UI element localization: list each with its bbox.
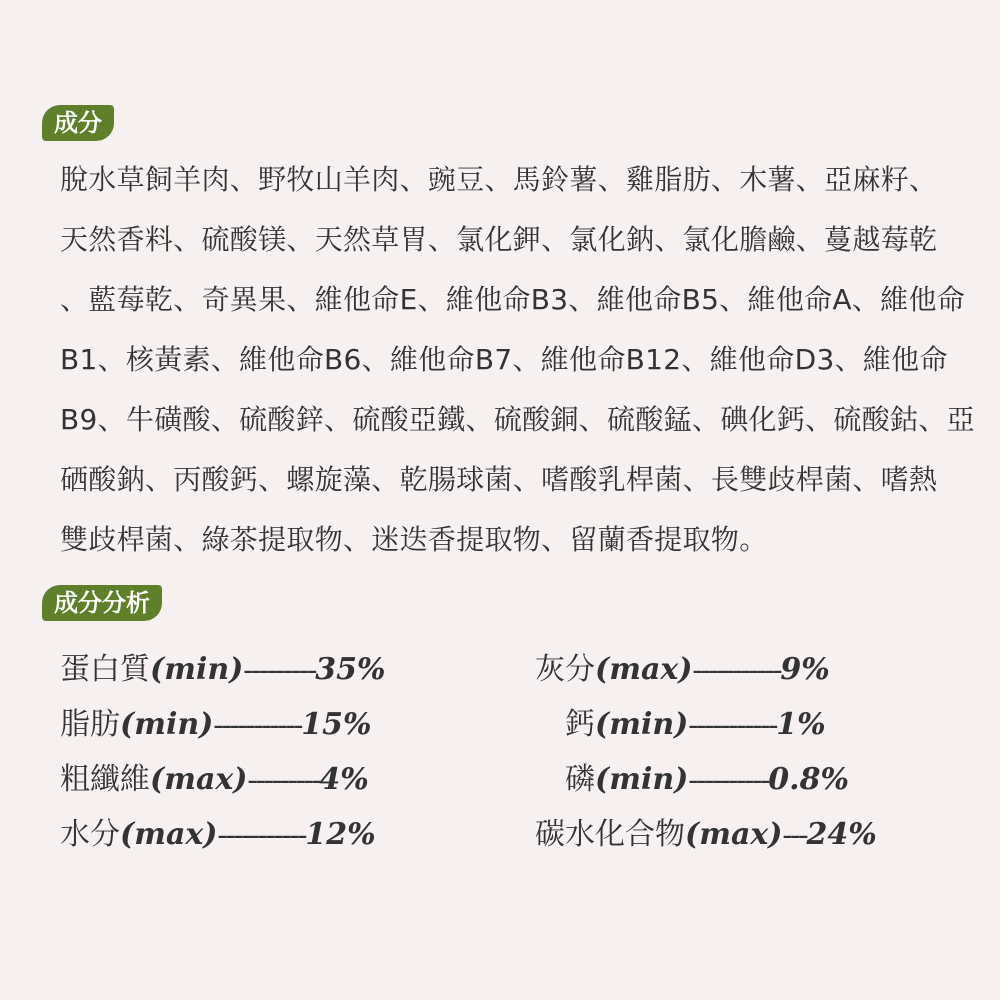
dash-leader: -----------: [217, 818, 306, 851]
nutrient-name: 蛋白質: [60, 652, 150, 687]
nutrient-spec: (min): [120, 707, 214, 742]
ingredients-line: 脫水草飼羊肉、野牧山羊肉、豌豆、馬鈴薯、雞脂肪、木薯、亞麻籽、: [60, 163, 938, 196]
nutrient-name: 脂肪: [60, 707, 120, 742]
analysis-row-phosphorus: [565, 750, 849, 810]
nutrient-name: 磷: [565, 762, 595, 797]
analysis-row-fiber: [60, 750, 369, 810]
nutrient-value: 24%: [806, 817, 877, 852]
nutrient-value: 15%: [301, 707, 372, 742]
nutrient-value: 9%: [780, 652, 830, 687]
nutrient-spec: (min): [595, 707, 689, 742]
nutrient-spec: (max): [595, 652, 693, 687]
nutrient-spec: (max): [150, 762, 248, 797]
dash-leader: ---: [782, 818, 807, 851]
ingredients-line: 天然香料、硫酸镁、天然草胃、氯化鉀、氯化鈉、氯化膽鹼、蔓越莓乾: [60, 223, 938, 256]
nutrient-spec: (min): [595, 762, 689, 797]
analysis-row-fat: [60, 695, 372, 755]
ingredients-list: [60, 150, 975, 570]
analysis-row-ash: [535, 640, 830, 700]
ingredients-line: 、藍莓乾、奇異果、維他命E、維他命B3、維他命B5、維他命A、維他命: [60, 283, 966, 316]
nutrient-spec: (max): [120, 817, 218, 852]
nutrient-name: 粗纖維: [60, 762, 150, 797]
dash-leader: -----------: [213, 708, 302, 741]
ingredients-line: B9、牛磺酸、硫酸鋅、硫酸亞鐵、硫酸銅、硫酸錳、碘化鈣、硫酸鈷、亞: [60, 403, 975, 436]
analysis-row-carbohydrate: [535, 805, 877, 865]
nutrient-name: 水分: [60, 817, 120, 852]
nutrient-value: 4%: [319, 762, 369, 797]
nutrient-name: 鈣: [565, 707, 595, 742]
nutrient-value: 1%: [776, 707, 826, 742]
dash-leader: -----------: [692, 653, 781, 686]
dash-leader: ---------: [243, 653, 316, 686]
ingredients-heading-badge: 成分: [42, 105, 114, 141]
nutrient-spec: (max): [685, 817, 783, 852]
nutrient-value: 0.8%: [768, 762, 849, 797]
dash-leader: ----------: [688, 763, 769, 796]
analysis-heading-badge: 成分分析: [42, 585, 162, 621]
nutrient-spec: (min): [150, 652, 244, 687]
nutrient-name: 碳水化合物: [535, 817, 685, 852]
dash-leader: ---------: [247, 763, 320, 796]
ingredients-line: 雙歧桿菌、綠茶提取物、迷迭香提取物、留蘭香提取物。: [60, 523, 768, 556]
nutrient-value: 35%: [315, 652, 386, 687]
ingredients-line: 硒酸鈉、丙酸鈣、螺旋藻、乾腸球菌、嗜酸乳桿菌、長雙歧桿菌、嗜熱: [60, 463, 938, 496]
analysis-row-calcium: [565, 695, 826, 755]
nutrient-name: 灰分: [535, 652, 595, 687]
analysis-row-protein: [60, 640, 386, 700]
analysis-row-moisture: [60, 805, 376, 865]
nutrient-value: 12%: [305, 817, 376, 852]
dash-leader: -----------: [688, 708, 777, 741]
ingredients-line: B1、核黃素、維他命B6、維他命B7、維他命B12、維他命D3、維他命: [60, 343, 948, 376]
